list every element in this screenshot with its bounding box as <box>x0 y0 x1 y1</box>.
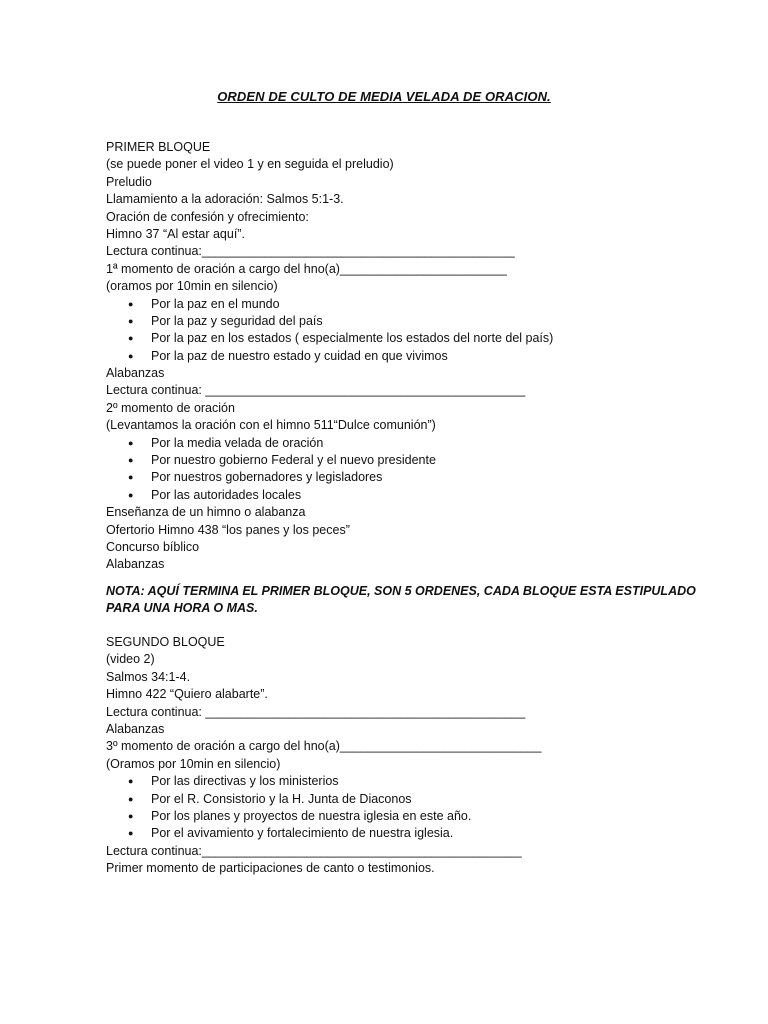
list-item <box>106 452 686 469</box>
text-line: Himno 422 “Quiero alabarte”. <box>106 687 268 702</box>
text-line: Lectura continua:______________________________________________ <box>106 843 522 858</box>
text-line: Alabanzas <box>106 721 165 736</box>
text-line: 3º momento de oración a cargo del hno(a)_____________________________ <box>106 739 542 754</box>
text-line: Llamamiento a la adoración: Salmos 5:1-3. <box>106 192 344 207</box>
list-item-text: Por la paz y seguridad del país <box>151 313 323 328</box>
note-paragraph <box>106 583 696 618</box>
list-item <box>106 330 686 347</box>
list-item-text: Por la media velada de oración <box>151 435 324 450</box>
note-line: PARA UNA HORA O MAS. <box>106 601 258 616</box>
text-line: Lectura continua: ______________________________________________ <box>106 704 526 719</box>
text-line: Lectura continua:_____________________________________________ <box>106 244 515 259</box>
bullet-icon: ● <box>128 489 134 500</box>
text-line: Oración de confesión y ofrecimiento: <box>106 209 309 224</box>
list-item <box>106 313 686 330</box>
bullet-icon: ● <box>128 350 134 361</box>
list-item <box>106 808 686 825</box>
list-item <box>106 773 686 790</box>
list-item-text: Por nuestros gobernadores y legisladores <box>151 470 383 485</box>
text-line: 2º momento de oración <box>106 400 235 415</box>
text-line: Salmos 34:1-4. <box>106 669 191 684</box>
text-line: (Levantamos la oración con el himno 511“Dulce comunión”) <box>106 418 436 433</box>
text-line: Ofertorio Himno 438 “los panes y los peces” <box>106 522 350 537</box>
list-item <box>106 825 686 842</box>
bullet-icon: ● <box>128 298 134 309</box>
list-item-text: Por el R. Consistorio y la H. Junta de Diaconos <box>151 791 412 806</box>
list-item-text: Por las autoridades locales <box>151 487 302 502</box>
list-item-text: Por los planes y proyectos de nuestra iglesia en este año. <box>151 808 472 823</box>
list-item <box>106 791 686 808</box>
bullet-icon: ● <box>128 455 134 466</box>
text-line: (se puede poner el video 1 y en seguida el preludio) <box>106 157 394 172</box>
text-line: Enseñanza de un himno o alabanza <box>106 505 306 520</box>
list-item-text: Por la paz de nuestro estado y cuidad en que vivimos <box>151 348 448 363</box>
list-item-text: Por el avivamiento y fortalecimiento de nuestra iglesia. <box>151 826 454 841</box>
list-item <box>106 487 686 504</box>
text-line: (oramos por 10min en silencio) <box>106 279 278 294</box>
bullet-icon: ● <box>128 828 134 839</box>
block-heading: PRIMER BLOQUE <box>106 140 211 154</box>
bullet-icon: ● <box>128 776 134 787</box>
block-heading: SEGUNDO BLOQUE <box>106 635 225 649</box>
text-line: Concurso bíblico <box>106 539 200 554</box>
bullet-icon: ● <box>128 333 134 344</box>
list-item <box>106 435 686 452</box>
list-item <box>106 296 686 313</box>
bullet-icon: ● <box>128 315 134 326</box>
text-line: Preludio <box>106 174 152 189</box>
list-item-text: Por la paz en el mundo <box>151 296 280 311</box>
list-item-text: Por la paz en los estados ( especialmente los estados del norte del país) <box>151 331 554 346</box>
text-line: Primer momento de participaciones de canto o testimonios. <box>106 861 435 876</box>
bullet-icon: ● <box>128 472 134 483</box>
list-item-text: Por las directivas y los ministerios <box>151 774 339 789</box>
bullet-icon: ● <box>128 810 134 821</box>
list-item <box>106 348 686 365</box>
text-line: Alabanzas <box>106 366 165 381</box>
text-line: Lectura continua: ______________________________________________ <box>106 383 526 398</box>
first-block <box>106 139 686 574</box>
note-line: NOTA: AQUÍ TERMINA EL PRIMER BLOQUE, SON 5 ORDENES, CADA BLOQUE ESTA ESTIPULADO <box>106 584 696 598</box>
text-line: (video 2) <box>106 652 155 667</box>
text-line: 1ª momento de oración a cargo del hno(a)________________________ <box>106 261 507 276</box>
document-title: ORDEN DE CULTO DE MEDIA VELADA DE ORACION. <box>217 89 551 104</box>
text-line: Alabanzas <box>106 557 165 572</box>
text-line: (Oramos por 10min en silencio) <box>106 756 281 771</box>
list-item-text: Por nuestro gobierno Federal y el nuevo presidente <box>151 453 436 468</box>
text-line: Himno 37 “Al estar aquí”. <box>106 226 245 241</box>
list-item <box>106 469 686 486</box>
second-block <box>106 634 686 877</box>
bullet-icon: ● <box>128 437 134 448</box>
bullet-icon: ● <box>128 793 134 804</box>
